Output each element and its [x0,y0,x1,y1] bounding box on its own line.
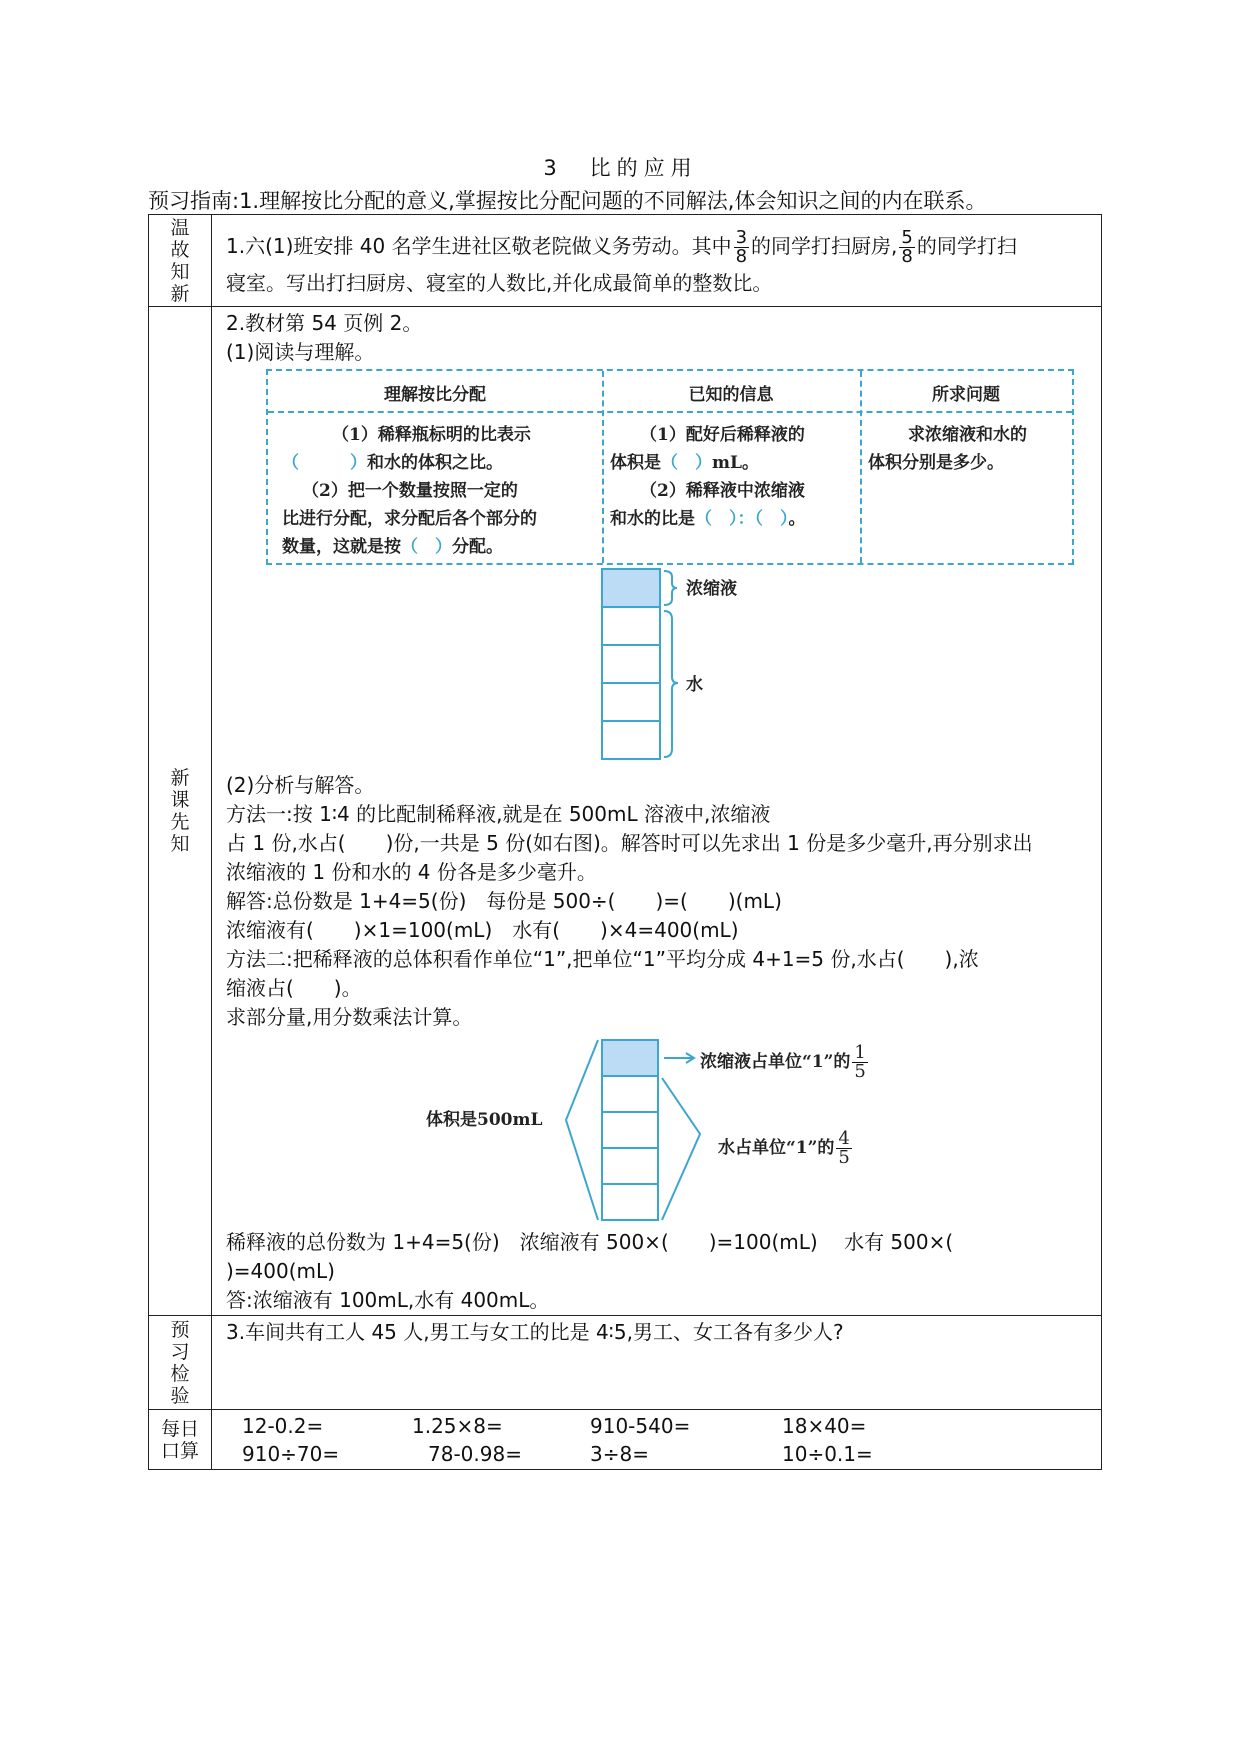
reading-cell-1: （1）稀释瓶标明的比表示 （ ）和水的体积之比。 （2）把一个数量按照一定的 比进行分配，求分配后各个部分的 数量，这就是按（ ）分配。 [282,425,537,557]
new-content [212,307,1102,1316]
reading-head-1: 理解按比分配 [384,385,486,405]
text-line: 解答:总份数是 1+4=5(份) 每份是 500÷( )=( )(mL) [226,889,782,913]
text-line: )=400(mL) [226,1259,335,1283]
volume-bracket [566,1040,598,1220]
text-line: 2.教材第 54 页例 2。 [226,311,423,335]
water-part [602,683,660,721]
question-3: 3.车间共有工人 45 人,男工与女工的比是 4∶5,男工、女工各有多少人? [226,1320,844,1344]
oral-content [212,1410,1102,1470]
label-concentrate: 浓缩液 [686,579,737,599]
reading-head-3: 所求问题 [932,385,1000,405]
water-brace [664,611,678,757]
oral-item: 18×40= [782,1414,867,1438]
water-part [602,1076,658,1112]
water-part [602,607,660,645]
label-volume: 体积是500mL [426,1110,543,1130]
concentrate-part [602,1040,658,1076]
oral-item: 12-0.2= [242,1414,324,1438]
oral-item: 10÷0.1= [782,1442,873,1466]
preview-guide: 预习指南:1.理解按比分配的意义,掌握按比分配问题的不同解法,体会知识之间的内在联系。 [148,189,987,213]
unit-bar-svg [266,1038,1074,1228]
text-line: 方法一:按 1∶4 的比配制稀释液,就是在 500mL 溶液中,浓缩液 [226,802,771,826]
water-part [602,1112,658,1148]
reading-cell-2: （1）配好后稀释液的 体积是（ ）mL。 （2）稀释液中浓缩液 和水的比是（ ）：（ ）。 [610,425,806,529]
oral-item: 1.25×8= [412,1414,503,1438]
text-line: 占 1 份,水占( )份,一共是 5 份(如右图)。解答时可以先求出 1 份是多少毫升,再分别求出 [226,831,1033,855]
text-line: 浓缩液有( )×1=100(mL) 水有( )×4=400(mL) [226,918,739,942]
ratio-bar-svg [266,565,1074,765]
water-part [602,1148,658,1184]
page-title: 3 比的应用 [543,156,698,180]
label-concentrate-fraction: 浓缩液占单位“1”的 $\frac{1}{5}$ [700,1042,866,1082]
water-part [602,1184,658,1220]
water-part [602,645,660,683]
text-line: 缩液占( )。 [226,976,362,1000]
check-content [212,1316,1102,1410]
label-water: 水 [686,675,703,695]
water-part [602,721,660,759]
reading-table [266,369,1074,565]
reading-head-2: 已知的信息 [688,385,774,405]
fraction-5-8: $\frac{5}{8}$ [901,227,913,267]
oral-item: 3÷8= [590,1442,649,1466]
water-bracket [662,1078,700,1220]
label-review: 温故知新 [149,215,212,307]
text-line: (1)阅读与理解。 [226,340,375,364]
ratio-diagram-2 [266,1038,1074,1228]
review-content [212,215,1102,307]
label-water-fraction: 水占单位“1”的 $\frac{4}{5}$ [718,1128,850,1168]
text-line: 稀释液的总份数为 1+4=5(份) 浓缩液有 500×( )=100(mL) 水有 500×( [226,1230,954,1254]
text-line: 方法二:把稀释液的总体积看作单位“1”,把单位“1”平均分成 4+1=5 份,水占( ),浓 [226,947,979,971]
oral-item: 78-0.98= [428,1442,522,1466]
reading-cell-3: 求浓缩液和水的 体积分别是多少。 [868,425,1027,473]
oral-item: 910÷70= [242,1442,340,1466]
label-check: 预习检验 [149,1316,212,1410]
question-1-line2: 寝室。写出打扫厨房、寝室的人数比,并化成最简单的整数比。 [226,271,773,295]
label-new: 新课先知 [149,307,212,1316]
oral-table [242,1412,932,1468]
question-1: 1.六(1)班安排 40 名学生进社区敬老院做义务劳动。其中 $\frac{3}{8}$ 的同学打扫厨房, $\frac{5}{8}$ 的同学打扫 [226,227,1017,267]
ratio-diagram-1 [266,565,1074,765]
label-oral: 每日口算 [149,1410,212,1470]
oral-item: 910-540= [590,1414,691,1438]
concentrate-part [602,569,660,607]
worksheet-table [148,214,1102,1470]
text-line: 浓缩液的 1 份和水的 4 份各是多少毫升。 [226,860,597,884]
fraction-3-8: $\frac{3}{8}$ [735,227,748,267]
text-line: 求部分量,用分数乘法计算。 [226,1005,473,1029]
text-line: (2)分析与解答。 [226,773,375,797]
concentrate-brace [664,571,677,605]
text-line: 答:浓缩液有 100mL,水有 400mL。 [226,1288,550,1312]
